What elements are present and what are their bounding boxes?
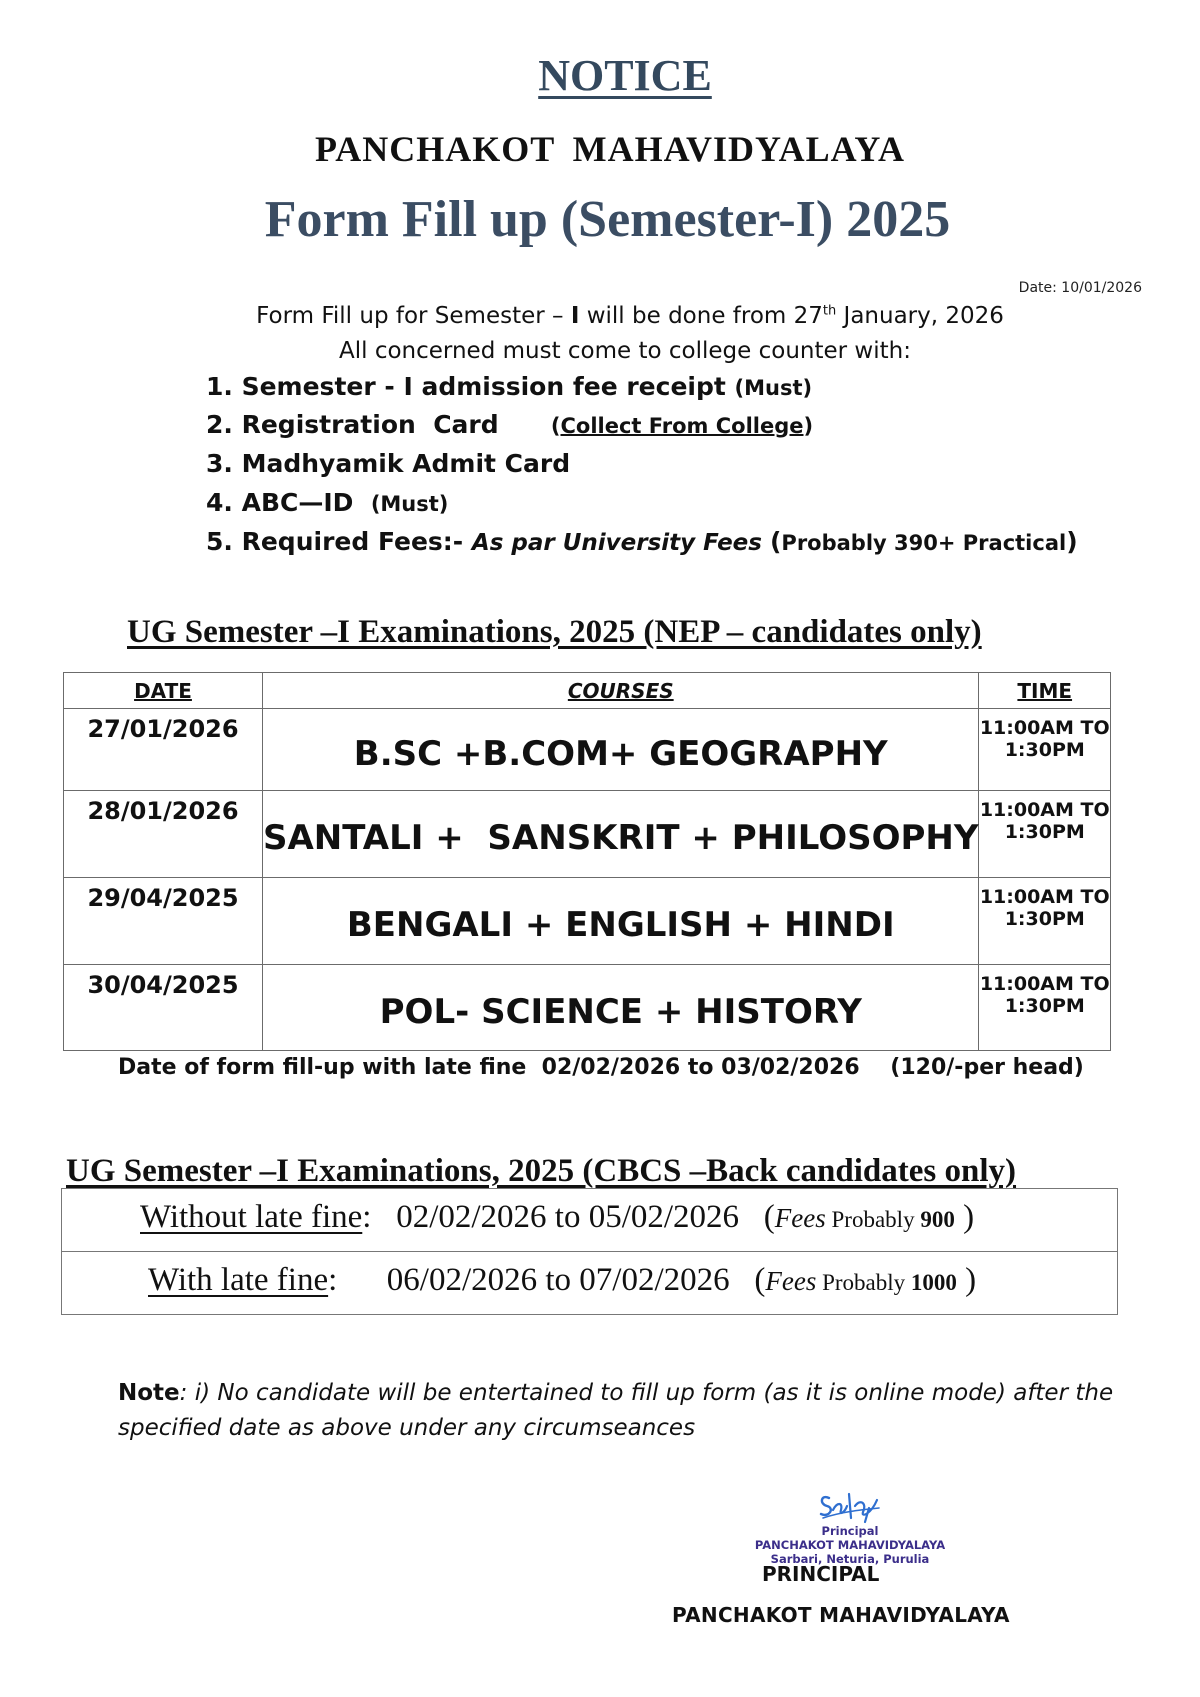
column-header-text: DATE <box>134 679 192 703</box>
requirement-item <box>206 449 570 478</box>
intro-semester-numeral: I <box>570 303 580 329</box>
paren: ) <box>954 1199 975 1235</box>
notice-date: Date: 10/01/2026 <box>1018 280 1142 296</box>
row-label: Without late fine <box>140 1199 363 1235</box>
exam-date: 30/04/2025 <box>64 965 263 1051</box>
column-header-courses <box>263 673 979 709</box>
column-header-text: COURSES <box>567 679 674 703</box>
row-label: With late fine <box>148 1262 329 1298</box>
cbcs-row-without-late-fine <box>62 1189 1118 1252</box>
requirement-note: Probably 390+ Practical <box>781 531 1067 555</box>
intro-text: will be done from 27 <box>579 303 823 329</box>
separator: : <box>328 1262 387 1298</box>
paren: ( <box>739 1199 775 1235</box>
note-text: : i) No candidate will be entertained to fill up form (as it is online mode) after the specified date as above under any circumseances <box>118 1380 1114 1441</box>
paren: ) <box>1066 527 1078 556</box>
table-header-row <box>64 673 1111 709</box>
column-header-text: TIME <box>1017 679 1073 703</box>
nep-exam-table <box>63 672 1111 1051</box>
separator: : <box>362 1199 397 1235</box>
cbcs-row-with-late-fine <box>62 1252 1118 1315</box>
exam-courses: POL- SCIENCE + HISTORY <box>263 965 979 1051</box>
requirement-text: 3. Madhyamik Admit Card <box>206 449 571 478</box>
requirement-note: (Must) <box>370 492 449 516</box>
fees-text: Probably <box>825 1207 921 1232</box>
requirement-text: 4. ABC—ID <box>206 488 371 517</box>
notice-heading-text: NOTICE <box>538 51 712 100</box>
fees-label: Fees <box>774 1203 826 1233</box>
requirement-item <box>206 488 448 517</box>
signature-icon <box>815 1488 885 1524</box>
exam-date: 27/01/2026 <box>64 709 263 791</box>
intro-text: Form Fill up for Semester – <box>256 303 571 329</box>
intro-superscript: th <box>822 303 837 319</box>
exam-date: 29/04/2025 <box>64 878 263 965</box>
exam-time: 11:00AM TO 1:30PM <box>979 965 1111 1051</box>
exam-time: 11:00AM TO 1:30PM <box>979 709 1111 791</box>
stamp-address: Sarbari, Neturia, Purulia <box>770 1552 930 1566</box>
table-row <box>64 791 1111 878</box>
cbcs-section-title: UG Semester –I Examinations, 2025 (CBCS –Back candidates only) <box>66 1153 1017 1189</box>
principal-college: PANCHAKOT MAHAVIDYALAYA <box>672 1603 1010 1627</box>
requirement-text: 5. Required Fees:- <box>206 527 472 556</box>
paren: ( <box>769 527 782 556</box>
fees-amount: 900 <box>920 1207 955 1232</box>
requirement-note: Collect From College <box>560 414 804 438</box>
fees-text: Probably <box>816 1270 911 1295</box>
requirement-italic: As par University Fees <box>471 530 770 556</box>
exam-courses: BENGALI + ENGLISH + HINDI <box>263 878 979 965</box>
note-paragraph <box>118 1376 1118 1446</box>
intro-line-2: All concerned must come to college counter with: <box>339 338 911 364</box>
paren: ( <box>729 1262 766 1298</box>
principal-title: PRINCIPAL <box>762 1562 880 1586</box>
college-name: PANCHAKOT MAHAVIDYALAYA <box>314 129 906 169</box>
paren: ( <box>550 414 561 438</box>
table-row <box>64 709 1111 791</box>
table-row <box>62 1189 1118 1252</box>
date-range: 06/02/2026 to 07/02/2026 <box>386 1262 730 1298</box>
exam-date: 28/01/2026 <box>64 791 263 878</box>
form-title: Form Fill up (Semester-I) 2025 <box>264 191 951 248</box>
table-row <box>62 1252 1118 1315</box>
paren: ) <box>956 1262 977 1298</box>
stamp-title: Principal <box>821 1524 879 1538</box>
column-header-time <box>979 673 1111 709</box>
exam-time: 11:00AM TO 1:30PM <box>979 791 1111 878</box>
requirement-text: 1. Semester - I admission fee receipt <box>206 372 735 401</box>
principal-stamp <box>720 1488 980 1566</box>
requirement-text: 2. Registration Card <box>206 410 551 439</box>
cbcs-dates-table <box>61 1188 1118 1315</box>
fees-amount: 1000 <box>910 1270 957 1295</box>
column-header-date <box>64 673 263 709</box>
requirement-note: (Must) <box>734 376 813 400</box>
exam-courses: SANTALI + SANSKRIT + PHILOSOPHY <box>263 791 979 878</box>
exam-time: 11:00AM TO 1:30PM <box>979 878 1111 965</box>
requirement-item <box>206 372 812 401</box>
table-row <box>64 965 1111 1051</box>
exam-courses: B.SC +B.COM+ GEOGRAPHY <box>263 709 979 791</box>
stamp-college: PANCHAKOT MAHAVIDYALAYA <box>754 1538 946 1552</box>
fees-label: Fees <box>765 1266 817 1296</box>
intro-line-1 <box>0 303 1200 329</box>
nep-section-title: UG Semester –I Examinations, 2025 (NEP – candidates only) <box>127 614 982 650</box>
late-fine-dates: Date of form fill-up with late fine 02/02/2026 to 03/02/2026 (120/-per head) <box>118 1055 1084 1080</box>
table-row <box>64 878 1111 965</box>
intro-text: January, 2026 <box>836 303 1004 329</box>
requirement-item <box>206 410 813 439</box>
note-label: Note <box>118 1380 180 1406</box>
date-range: 02/02/2026 to 05/02/2026 <box>396 1199 740 1235</box>
paren: ) <box>803 414 814 438</box>
requirement-item <box>206 527 1078 556</box>
notice-heading <box>0 50 1200 101</box>
